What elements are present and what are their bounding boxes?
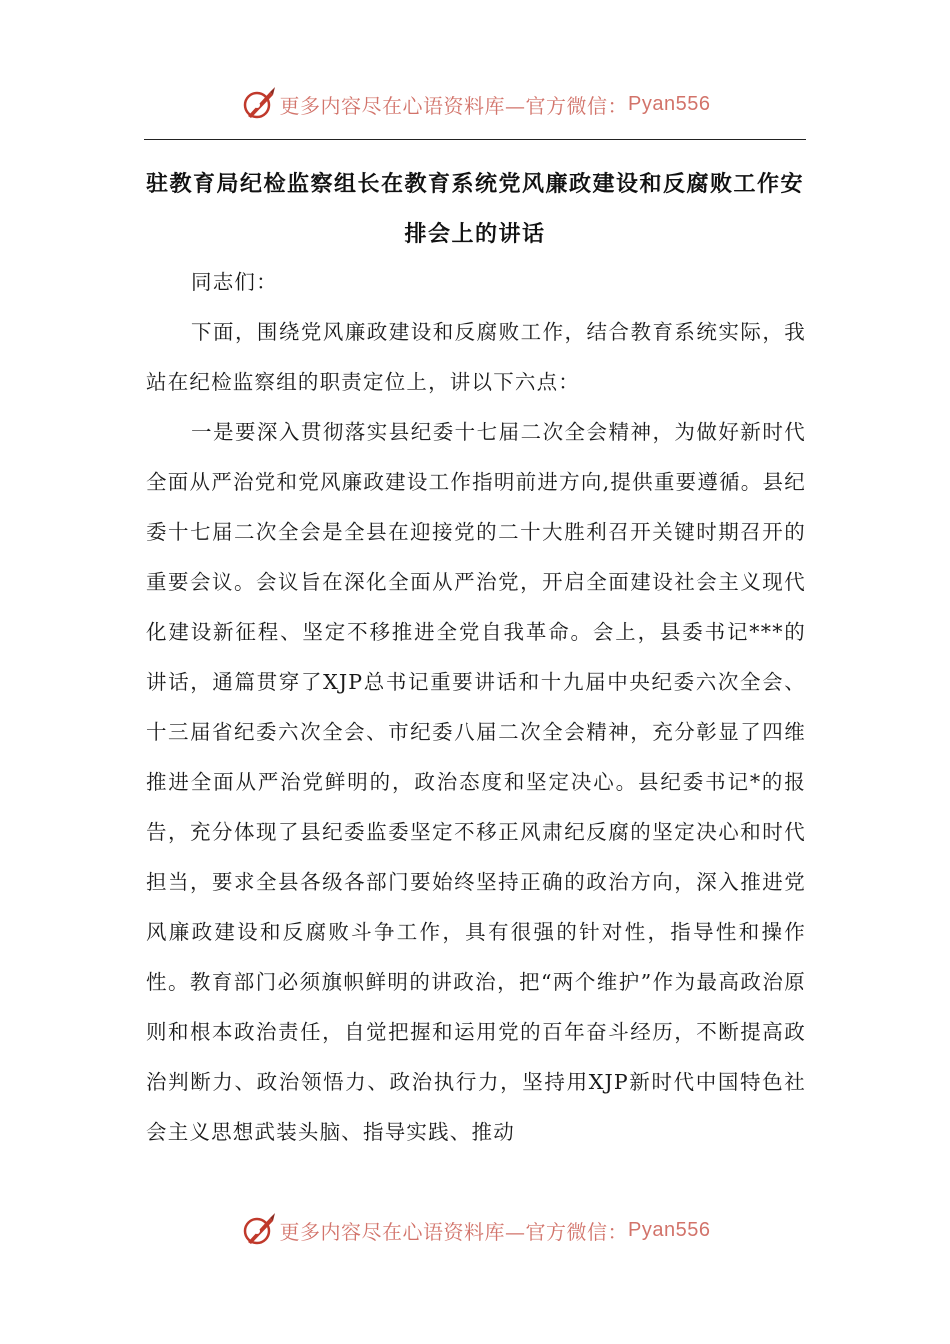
banner-text: 更多内容尽在心语资料库—官方微信： <box>279 93 629 118</box>
banner-text: 更多内容尽在心语资料库—官方微信： <box>279 1219 629 1244</box>
quill-pen-logo-icon <box>240 1212 276 1248</box>
banner-wechat-id: Pyan556 <box>628 92 711 115</box>
paragraph-intro: 下面，围绕党风廉政建设和反腐败工作，结合教育系统实际，我站在纪检监察组的职责定位上，讲以下六点： <box>146 320 806 394</box>
footer-banner <box>0 1210 950 1250</box>
header-banner <box>0 84 950 124</box>
document-title: 驻教育局纪检监察组长在教育系统党风廉政建设和反腐败工作安排会上的讲话 <box>145 172 804 247</box>
header-divider <box>144 139 806 140</box>
salutation: 同志们： <box>191 270 278 294</box>
banner-wechat-id: Pyan556 <box>628 1218 711 1241</box>
paragraph-point-one: 一是要深入贯彻落实县纪委十七届二次全会精神，为做好新时代全面从严治党和党风廉政建设工作指明前进方向,提供重要遵循。县纪委十七届二次全会是全县在迎接党的二十大胜利召开关键时期召开的重要会议。会议旨在深化全面从严治党，开启全面建设社会主义现代化建设新征程、坚定不移推进全党自我革命。会上，县委书记***的讲话，通篇贯穿了XJP总书记重要讲话和十九届中央纪委六次全会、十三届省纪委六次全会、市纪委八届二次全会精神，充分彰显了四维推进全面从严治党鲜明的，政治态度和坚定决心。县纪委书记*的报告，充分体现了县纪委监委坚定不移正风肃纪反腐的坚定决心和时代担当，要求全县各级各部门要始终坚持正确的政治方向，深入推进党风廉政建设和反腐败斗争工作，具有很强的针对性，指导性和操作性。教育部门必须旗帜鲜明的讲政治，把“两个维护”作为最高政治原则和根本政治责任，自觉把握和运用党的百年奋斗经历，不断提高政治判断力、政治领悟力、政治执行力，坚持用XJP新时代中国特色社会主义思想武装头脑、指导实践、推动 <box>146 420 806 1144</box>
quill-pen-logo-icon <box>240 86 276 122</box>
